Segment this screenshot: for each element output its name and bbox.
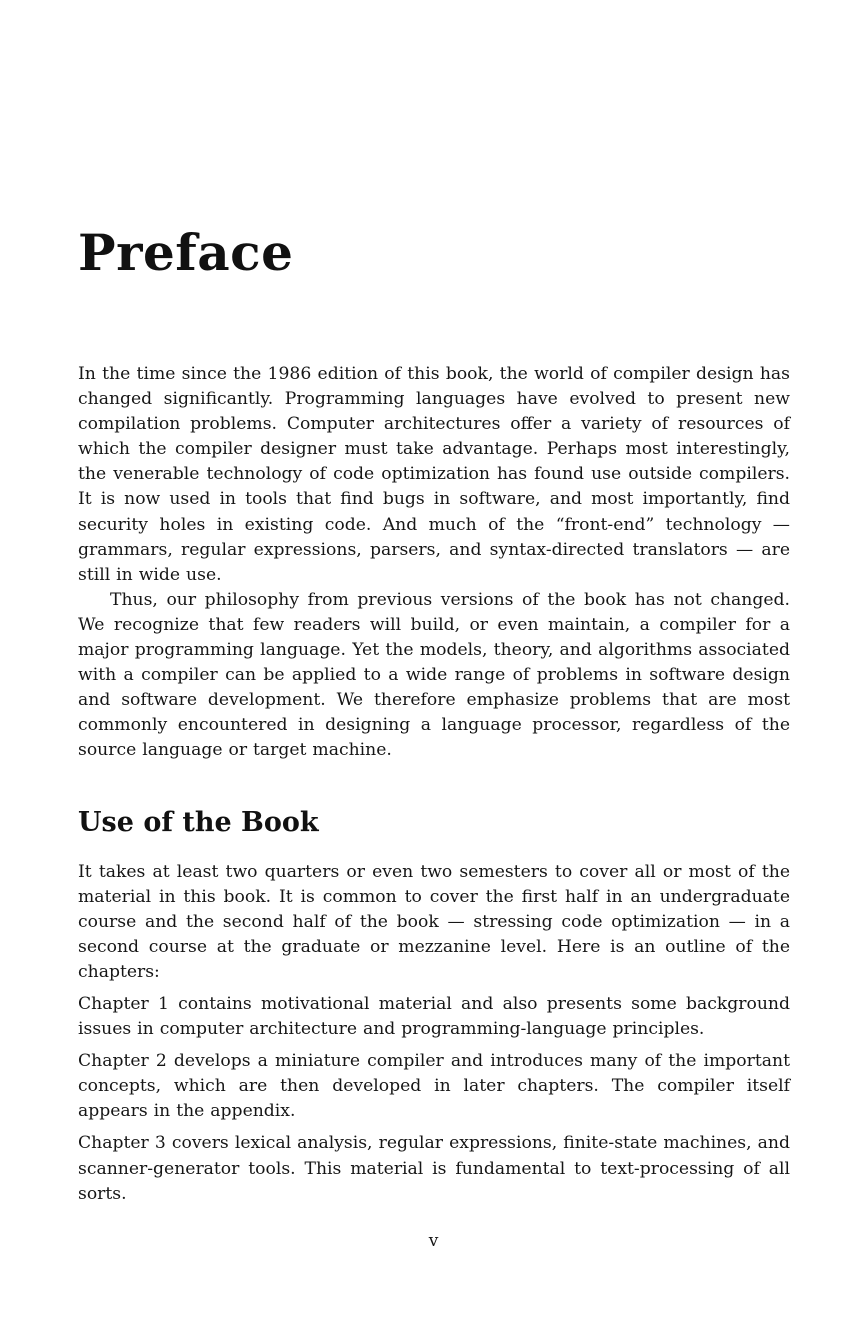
section-heading-use-of-the-book: Use of the Book bbox=[78, 806, 319, 838]
chapter-3-summary: Chapter 3 covers lexical analysis, regular expressions, finite-state machines, and scanner-generator tools. This material is fundamental to text-processing of all sorts. bbox=[78, 1133, 790, 1204]
section-intro-paragraph: It takes at least two quarters or even two semesters to cover all or most of the material in this book. It is common to cover the first half in an undergraduate course and the second half of the book — stressing code optimization — in a second course at the graduate or mezzanine level. Here is an outline of the chapters: bbox=[78, 861, 790, 982]
chapter-1-summary: Chapter 1 contains motivational material and also presents some background issues in computer architecture and programming-language principles. bbox=[78, 993, 790, 1040]
chapter-2-summary: Chapter 2 develops a miniature compiler and introduces many of the important concepts, which are then developed in later chapters. The compiler itself appears in the appendix. bbox=[78, 1051, 790, 1122]
intro-paragraph-2: Thus, our philosophy from previous versions of the book has not changed. We recognize that few readers will build, or even maintain, a compiler for a major programming language. Yet the models, theory, and algorithms associated with a compiler can be applied to a wide range of problems in software design and software development. We therefore emphasize problems that are most commonly encountered in designing a language processor, regardless of the source language or target machine. bbox=[78, 589, 790, 761]
page-title: Preface bbox=[78, 223, 294, 282]
page-number: v bbox=[428, 1231, 439, 1251]
intro-paragraph-1: In the time since the 1986 edition of this book, the world of compiler design has changed significantly. Programming languages have evolved to present new compilation problems. Computer architectures offer a variety of resources of which the compiler designer must take advantage. Perhaps most interestingly, the venerable technology of code optimization has found use outside compilers. It is now used in tools that find bugs in software, and most importantly, find security holes in existing code. And much of the “front-end” technology — grammars, regular expressions, parsers, and syntax-directed translators — are still in wide use. bbox=[78, 364, 790, 585]
text-column bbox=[78, 0, 790, 1207]
